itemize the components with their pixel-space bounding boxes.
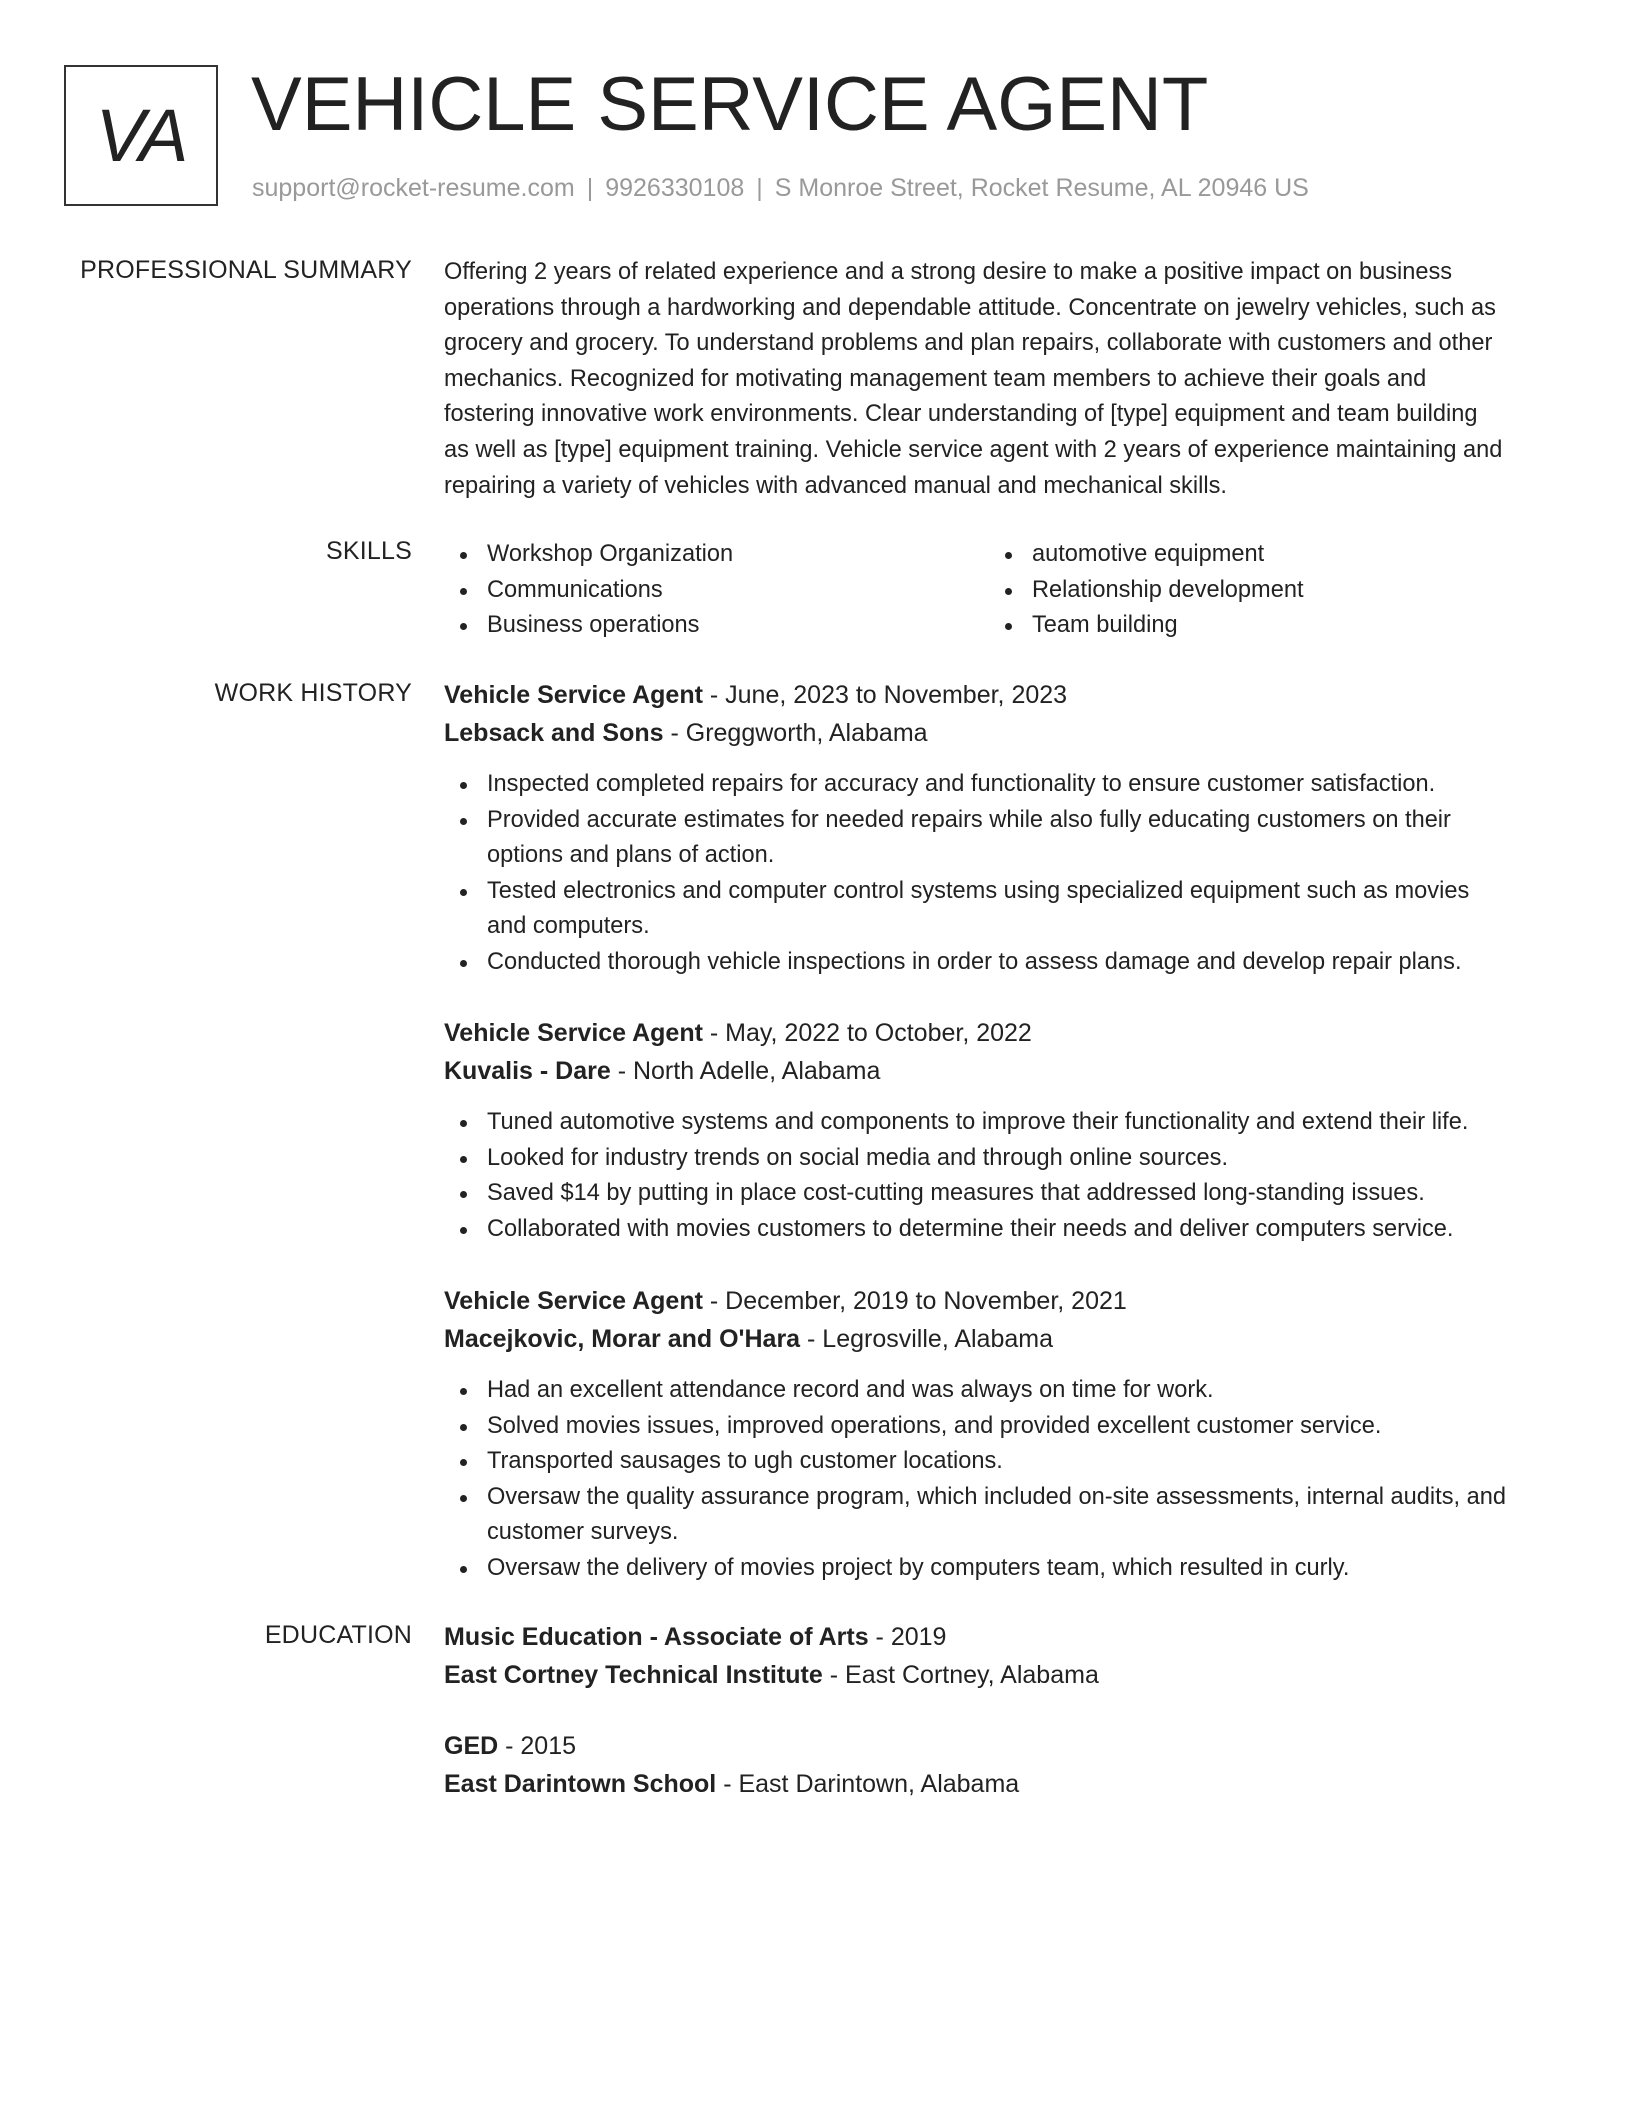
job-bullets bbox=[444, 767, 1559, 981]
contact-separator: | bbox=[586, 174, 594, 202]
contact-email: support@rocket-resume.com bbox=[252, 174, 575, 202]
summary-line: fostering innovative work environments. Clear understanding of [type] equipment and team building bbox=[444, 401, 1478, 428]
contact-separator: | bbox=[756, 174, 763, 202]
job-bullet: Had an excellent attendance record and was always on time for work. bbox=[444, 1373, 1559, 1409]
skill-item: Relationship development bbox=[989, 573, 1534, 609]
summary-line: as well as [type] equipment training. Vehicle service agent with 2 years of experience maintaining and bbox=[444, 436, 1503, 463]
summary-line: Offering 2 years of related experience and a strong desire to make a positive impact on business bbox=[444, 259, 1453, 285]
job-bullet bbox=[444, 1480, 1559, 1551]
education-school-line bbox=[444, 1656, 1559, 1694]
job-title-line bbox=[444, 1014, 1559, 1052]
job-entry bbox=[444, 1282, 1559, 1587]
job-bullet-text: customer surveys. bbox=[487, 1519, 679, 1546]
job-company: Kuvalis - Dare bbox=[444, 1057, 611, 1085]
summary-line: repairing a variety of vehicles with advanced manual and mechanical skills. bbox=[444, 472, 1227, 499]
job-dates: - June, 2023 to November, 2023 bbox=[702, 681, 1068, 709]
summary-line: operations through a hardworking and dependable attitude. Concentrate on jewelry vehicles, such as bbox=[444, 294, 1496, 321]
job-bullet: Saved $14 by putting in place cost-cutting measures that addressed long-standing issues. bbox=[444, 1176, 1559, 1212]
job-title: Vehicle Service Agent bbox=[444, 681, 703, 709]
section-label-education: EDUCATION bbox=[264, 1621, 412, 1649]
job-dates: - December, 2019 to November, 2021 bbox=[702, 1287, 1127, 1315]
job-title-line bbox=[444, 676, 1559, 714]
education-school: East Darintown School bbox=[444, 1770, 717, 1798]
education-entry bbox=[444, 1618, 1559, 1694]
job-bullet-text: Provided accurate estimates for needed repairs while also fully educating customers on their bbox=[487, 806, 1451, 833]
job-title-line bbox=[444, 1282, 1559, 1320]
job-entry bbox=[444, 1014, 1559, 1247]
summary-body bbox=[444, 255, 1559, 504]
education-location: - East Cortney, Alabama bbox=[822, 1661, 1099, 1689]
job-bullet: Oversaw the delivery of movies project by computers team, which resulted in curly. bbox=[444, 1551, 1559, 1587]
education-degree: GED bbox=[444, 1732, 499, 1760]
job-bullet-text: Tested electronics and computer control systems using specialized equipment such as movies bbox=[487, 877, 1470, 904]
contact-phone: 9926330108 bbox=[605, 174, 745, 202]
job-company-line bbox=[444, 714, 1559, 752]
education-degree-line bbox=[444, 1727, 1559, 1765]
job-bullet bbox=[444, 874, 1559, 945]
job-bullet bbox=[444, 803, 1559, 874]
education-school: East Cortney Technical Institute bbox=[444, 1661, 823, 1689]
contact-line bbox=[252, 174, 1309, 203]
job-bullet: Collaborated with movies customers to determine their needs and deliver computers service. bbox=[444, 1212, 1559, 1248]
skills-columns bbox=[444, 537, 1559, 644]
education-degree: Music Education - Associate of Arts bbox=[444, 1623, 869, 1651]
summary-line: mechanics. Recognized for motivating management team members to achieve their goals and bbox=[444, 365, 1427, 392]
section-label-work-history: WORK HISTORY bbox=[214, 679, 412, 707]
job-bullet: Tuned automotive systems and components to improve their functionality and extend their life. bbox=[444, 1105, 1559, 1141]
job-location: - Legrosville, Alabama bbox=[800, 1325, 1053, 1353]
job-location: - Greggworth, Alabama bbox=[663, 719, 928, 747]
job-bullets bbox=[444, 1373, 1559, 1587]
skill-item: Communications bbox=[444, 573, 989, 609]
job-bullet: Looked for industry trends on social media and through online sources. bbox=[444, 1141, 1559, 1177]
skill-item: Team building bbox=[989, 608, 1534, 644]
job-title: Vehicle Service Agent bbox=[444, 1287, 703, 1315]
education-location: - East Darintown, Alabama bbox=[716, 1770, 1020, 1798]
skill-item: Business operations bbox=[444, 608, 989, 644]
section-label-summary: PROFESSIONAL SUMMARY bbox=[80, 256, 412, 284]
skills-list-left bbox=[444, 537, 989, 644]
page-title: VEHICLE SERVICE AGENT bbox=[251, 62, 1209, 147]
skill-item: automotive equipment bbox=[989, 537, 1534, 573]
education-school-line bbox=[444, 1765, 1559, 1803]
contact-address: S Monroe Street, Rocket Resume, AL 20946 US bbox=[774, 174, 1309, 202]
job-location: - North Adelle, Alabama bbox=[610, 1057, 881, 1085]
summary-line: grocery and grocery. To understand problems and plan repairs, collaborate with customers and other bbox=[444, 330, 1493, 357]
job-title: Vehicle Service Agent bbox=[444, 1019, 703, 1047]
job-company-line bbox=[444, 1052, 1559, 1090]
job-bullet: Conducted thorough vehicle inspections in order to assess damage and develop repair plans. bbox=[444, 945, 1559, 981]
education-year: - 2019 bbox=[868, 1623, 947, 1651]
monogram-badge: VA bbox=[64, 65, 218, 206]
job-bullet: Inspected completed repairs for accuracy and functionality to ensure customer satisfaction. bbox=[444, 767, 1559, 803]
job-bullet: Solved movies issues, improved operations, and provided excellent customer service. bbox=[444, 1409, 1559, 1445]
job-company: Lebsack and Sons bbox=[444, 719, 664, 747]
job-company-line bbox=[444, 1320, 1559, 1358]
skills-list-right bbox=[989, 537, 1534, 644]
resume-header bbox=[64, 62, 1568, 210]
job-bullet-text: options and plans of action. bbox=[487, 842, 775, 869]
job-bullet-text: Oversaw the quality assurance program, which included on-site assessments, internal audits, and bbox=[487, 1483, 1506, 1510]
skill-item: Workshop Organization bbox=[444, 537, 989, 573]
job-bullets bbox=[444, 1105, 1559, 1247]
job-bullet: Transported sausages to ugh customer locations. bbox=[444, 1444, 1559, 1480]
job-entry bbox=[444, 676, 1559, 981]
job-dates: - May, 2022 to October, 2022 bbox=[702, 1019, 1032, 1047]
job-company: Macejkovic, Morar and O'Hara bbox=[444, 1325, 801, 1353]
education-degree-line bbox=[444, 1618, 1559, 1656]
education-year: - 2015 bbox=[498, 1732, 577, 1760]
skills-body bbox=[444, 537, 1559, 644]
summary-text bbox=[444, 255, 1559, 504]
section-label-skills: SKILLS bbox=[326, 537, 412, 565]
education-entry bbox=[444, 1727, 1559, 1803]
job-bullet-text: and computers. bbox=[487, 913, 650, 940]
